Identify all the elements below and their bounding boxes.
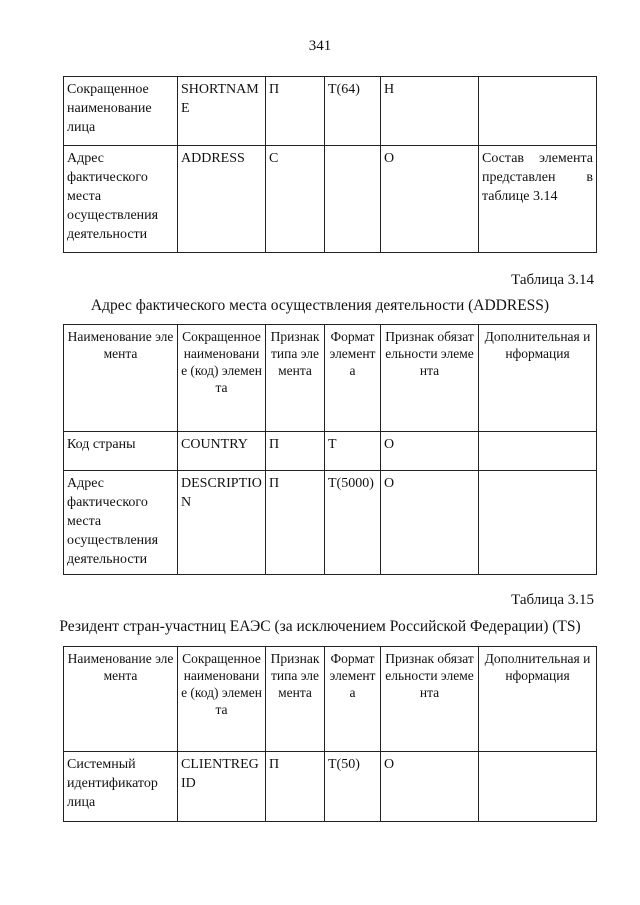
table-cell: T(64) (325, 77, 381, 146)
column-header: Признак обязательности элемента (381, 325, 479, 432)
table-row (64, 146, 597, 253)
table-header-row (64, 325, 597, 432)
table-cell (325, 146, 381, 253)
table-cell: COUNTRY (178, 432, 266, 471)
column-header: Дополнительная информация (479, 325, 597, 432)
column-header: Наименование элемента (64, 647, 178, 752)
table-cell (479, 432, 597, 471)
table-cell: О (381, 432, 479, 471)
table-row (64, 471, 597, 575)
table-cell: DESCRIPTION (178, 471, 266, 575)
column-header: Признак типа элемента (266, 325, 325, 432)
column-header: Признак обязательности элемента (381, 647, 479, 752)
table-cell: Состав элемента представлен в таблице 3.14 (479, 146, 597, 253)
table-3-14-label: Таблица 3.14 (511, 272, 594, 288)
table-3-14 (63, 324, 597, 575)
column-header: Формат элемента (325, 647, 381, 752)
column-header: Признак типа элемента (266, 647, 325, 752)
table-cell: О (381, 471, 479, 575)
column-header: Сокращенное наименование (код) элемента (178, 647, 266, 752)
table-cell: О (381, 752, 479, 822)
table-row (64, 752, 597, 822)
table-cell: Н (381, 77, 479, 146)
table-cell: Адрес фактического места осуществления деятельности (64, 471, 178, 575)
table-cell (479, 77, 597, 146)
table-cell: CLIENTREGID (178, 752, 266, 822)
table-cell: П (266, 752, 325, 822)
table-cell: Код страны (64, 432, 178, 471)
column-header: Формат элемента (325, 325, 381, 432)
table-row (64, 77, 597, 146)
column-header: Сокращенное наименование (код) элемента (178, 325, 266, 432)
table-cell: П (266, 471, 325, 575)
column-header: Дополнительная информация (479, 647, 597, 752)
table-cell: T (325, 432, 381, 471)
table-3-15-title: Резидент стран-участниц ЕАЭС (за исключением Российской Федерации) (TS) (59, 618, 581, 635)
table-3-15 (63, 646, 597, 822)
table-cell: Сокращенное наименование лица (64, 77, 178, 146)
table-row (64, 432, 597, 471)
table-3-15-label: Таблица 3.15 (511, 592, 594, 608)
table-cell: П (266, 432, 325, 471)
table-3-14-title: Адрес фактического места осуществления деятельности (ADDRESS) (90, 297, 550, 314)
table-header-row (64, 647, 597, 752)
table-cell: SHORTNAME (178, 77, 266, 146)
continuation-table (63, 76, 597, 253)
table-cell (479, 752, 597, 822)
table-cell: Адрес фактического места осуществления деятельности (64, 146, 178, 253)
table-cell: T(5000) (325, 471, 381, 575)
page-number: 341 (308, 38, 332, 54)
table-cell: Системный идентификатор лица (64, 752, 178, 822)
table-cell (479, 471, 597, 575)
column-header: Наименование элемента (64, 325, 178, 432)
table-cell: С (266, 146, 325, 253)
table-cell: О (381, 146, 479, 253)
table-cell: ADDRESS (178, 146, 266, 253)
table-cell: П (266, 77, 325, 146)
table-cell: T(50) (325, 752, 381, 822)
